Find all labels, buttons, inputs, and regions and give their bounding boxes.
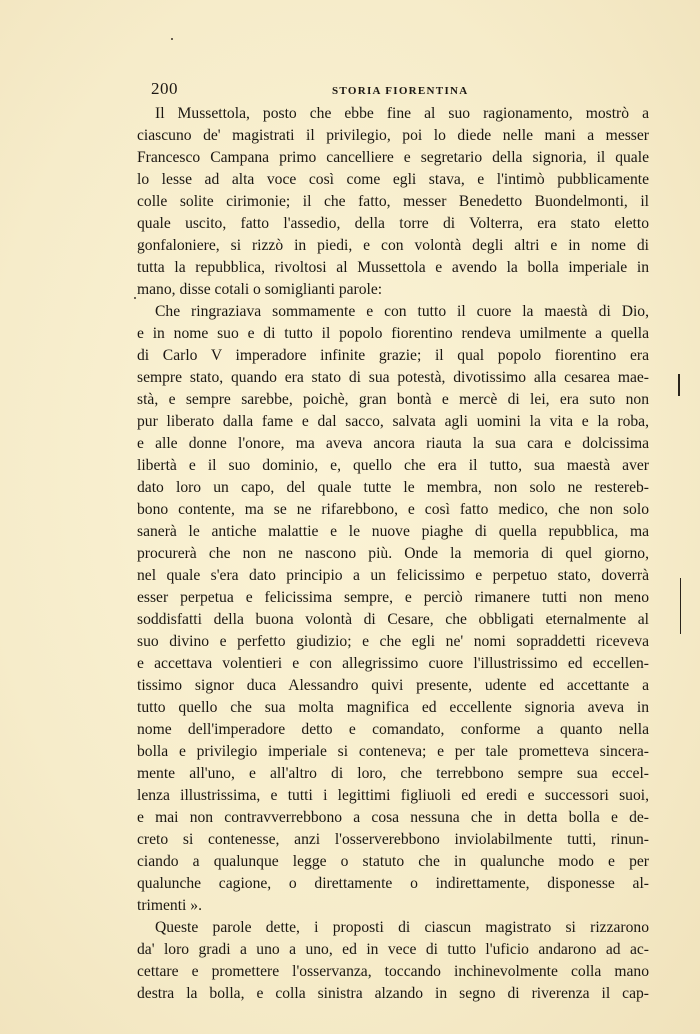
text-line: lo lesse ad alta voce così come egli stava, e l'intimò pubblicamente xyxy=(137,171,649,188)
text-line: bolla e privilegio imperiale si conteneva; e per tale prometteva sincera- xyxy=(137,743,649,760)
text-line: mano, disse cotali o somiglianti parole: xyxy=(137,281,383,298)
text-line: qualunche cagione, o direttamente o indirettamente, disponesse al- xyxy=(137,875,649,892)
margin-mark xyxy=(678,374,680,396)
text-line: quale uscito, fatto l'assedio, della torre di Volterra, era stato eletto xyxy=(137,215,649,232)
text-line: pur liberato dalla fame e dal sacco, salvata agli uomini la vita e la roba, xyxy=(137,413,649,430)
text-line: libertà e il suo dominio, e, quello che era il tutto, sua maestà aver xyxy=(137,457,649,474)
text-line: cettare e promettere l'osservanza, toccando inchinevolmente colla mano xyxy=(137,963,649,980)
text-line: e mai non contravverrebbono a cosa nessuna che in detta bolla e de- xyxy=(137,809,649,826)
text-line: Che ringraziava sommamente e con tutto il cuore la maestà di Dio, xyxy=(155,303,649,320)
text-line: trimenti ». xyxy=(137,897,202,914)
text-line: suo divino e perfetto giudizio; e che egli ne' nomi sopraddetti riceveva xyxy=(137,633,649,650)
text-line: soddisfatti della buona volontà di Cesare, che obbligati eternalmente al xyxy=(137,611,649,628)
text-line: bono contente, ma se ne rifarebbono, e così fatto medico, che non solo xyxy=(137,501,649,518)
text-line: di Carlo V imperadore infinite grazie; il qual popolo fiorentino era xyxy=(137,347,649,364)
text-line: Il Mussettola, posto che ebbe fine al suo ragionamento, mostrò a xyxy=(155,105,649,122)
text-line: e in nome suo e di tutto il popolo fiorentino rendeva umilmente a quella xyxy=(137,325,649,342)
text-line: stà, e sempre sarebbe, poichè, gran bontà e mercè di lei, era suto non xyxy=(137,391,649,408)
page-header xyxy=(138,79,650,105)
running-head: STORIA FIORENTINA xyxy=(332,85,469,97)
text-line: dato loro un capo, del quale tutte le membra, non solo ne restereb- xyxy=(137,479,649,496)
text-line: lenza illustrissima, e tutti i legittimi figliuoli ed eredi e successori suoi, xyxy=(137,787,649,804)
text-line: mente all'uno, e all'altro di loro, che terrebbono sempre sua eccel- xyxy=(137,765,649,782)
ink-speck xyxy=(171,38,173,40)
page-number: 200 xyxy=(151,79,178,98)
text-line: nel quale s'era dato principio a un felicissimo e perpetuo stato, doverrà xyxy=(137,567,649,584)
text-line: creto si contenesse, anzi l'osserverebbono inviolabilmente tutti, rinun- xyxy=(137,831,649,848)
text-line: ciando a qualunque legge o statuto che in qualunche modo e per xyxy=(137,853,649,870)
text-line: procurerà che non ne nascono più. Onde la memoria di quel giorno, xyxy=(137,545,649,562)
text-line: esser perpetua e felicissima sempre, e perciò rimanere tutti non meno xyxy=(137,589,649,606)
ink-speck xyxy=(134,297,136,299)
text-line: destra la bolla, e colla sinistra alzando in segno di riverenza il cap- xyxy=(137,985,649,1002)
text-line: sanerà le antiche malattie e le nuove piaghe di quella repubblica, ma xyxy=(137,523,649,540)
text-line: ciascuno de' magistrati il privilegio, poi lo diede nelle mani a messer xyxy=(137,127,649,144)
text-line: tutta la repubblica, rivoltosi al Mussettola e avendo la bolla imperiale in xyxy=(137,259,649,276)
text-line: e accettava volentieri e con allegrissimo cuore l'illustrissimo ed eccellen- xyxy=(137,655,649,672)
text-line: da' loro gradi a uno a uno, ed in vece di tutto l'uficio andarono ad ac- xyxy=(137,941,649,958)
text-line: colle solite cirimonie; il che fatto, messer Benedetto Buondelmonti, il xyxy=(137,193,649,210)
text-line: nome dell'imperadore detto e comandato, conforme a quanto nella xyxy=(137,721,649,738)
text-line: Francesco Campana primo cancelliere e segretario della signoria, il quale xyxy=(137,149,649,166)
text-line: tissimo signor duca Alessandro quivi presente, udente ed accettante a xyxy=(137,677,649,694)
text-line: tutto quello che sua molta magnifica ed eccellente signoria aveva in xyxy=(137,699,649,716)
body-text xyxy=(137,103,649,1005)
margin-mark xyxy=(680,578,681,634)
text-line: gonfaloniere, si rizzò in piedi, e con volontà degli altri e in nome di xyxy=(137,237,649,254)
text-line: e alle donne l'onore, ma aveva ancora riauta la sua cara e dolcissima xyxy=(137,435,649,452)
text-line: sempre stato, quando era stato di sua potestà, divotissimo alla cesarea mae- xyxy=(137,369,649,386)
text-line: Queste parole dette, i proposti di ciascun magistrato si rizzarono xyxy=(155,919,649,936)
